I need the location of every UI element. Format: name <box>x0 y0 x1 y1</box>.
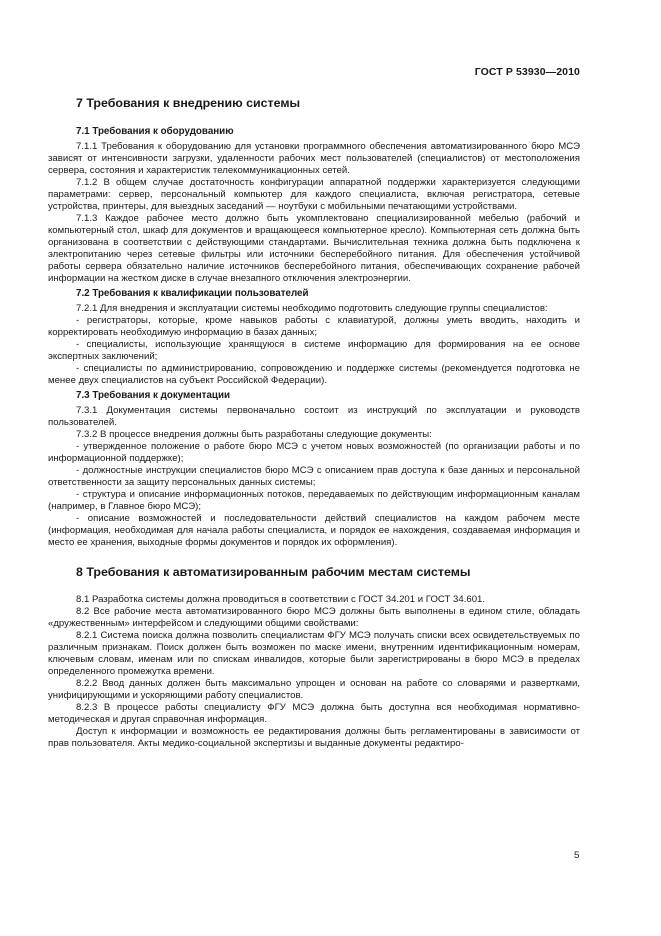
list-item-job-instructions: - должностные инструкции специалистов бюро МСЭ с описанием прав доступа к базе данных и персональной ответственности за защиту персональных данных системы; <box>48 465 580 488</box>
paragraph-8-2-2: 8.2.2 Ввод данных должен быть максимально упрощен и основан на работе со словарями и развертками, унифицирующими и ускоряющими работу специалистов. <box>48 678 580 701</box>
paragraph-7-3-2: 7.3.2 В процессе внедрения должны быть разработаны следующие документы: <box>76 429 432 440</box>
list-item-registrars: - регистраторы, которые, кроме навыков работы с клавиатурой, должны уметь вводить, находить и корректировать необходимую информацию в базах данных; <box>48 315 580 338</box>
document-body <box>48 96 580 750</box>
list-item-workplace-description: - описание возможностей и последовательности действий специалистов на каждом рабочем месте (информация, необходимая для начала работы специалиста, и порядок ее нахождения, создаваемая информация и место ее хранения, выходные формы документов и порядок их оформления). <box>48 513 580 548</box>
paragraph-8-2: 8.2 Все рабочие места автоматизированного бюро МСЭ должны быть выполнены в едином стиле, обладать «дружественным» интерфейсом и следующими общими свойствами: <box>48 606 580 629</box>
paragraph-8-2-1: 8.2.1 Система поиска должна позволить специалистам ФГУ МСЭ получать списки всех освидетельствуемых по различным признакам. Поиск должен быть возможен по маске имени, внутренним идентификационным номерам, ключевым словам, именам или по спискам инвалидов, которые были зарегистрированы в бюро МСЭ в пределах определенного промежутка времени. <box>48 630 580 677</box>
list-item-admins: - специалисты по администрированию, сопровождению и поддержке системы (рекомендуется подготовка не менее двух специалистов на субъект Российской Федерации). <box>48 363 580 386</box>
page-number: 5 <box>574 850 580 861</box>
section-8-title: 8 Требования к автоматизированным рабочим местам системы <box>76 565 471 579</box>
subsection-7-1-title: 7.1 Требования к оборудованию <box>76 126 234 137</box>
document-header-id: ГОСТ Р 53930—2010 <box>474 66 580 78</box>
subsection-7-3-title: 7.3 Требования к документации <box>76 390 230 401</box>
paragraph-8-1: 8.1 Разработка системы должна проводиться в соответствии с ГОСТ 34.201 и ГОСТ 34.601. <box>76 594 486 605</box>
subsection-7-2-title: 7.2 Требования к квалификации пользователей <box>76 288 309 299</box>
paragraph-7-1-1: 7.1.1 Требования к оборудованию для установки программного обеспечения автоматизированного бюро МСЭ зависят от интенсивности загрузки, удаленности рабочих мест пользователей (специалистов) от местоположения сервера, состояния и характеристик телекоммуникационных сетей. <box>48 141 580 176</box>
list-item-experts: - специалисты, использующие хранящуюся в системе информацию для формирования на ее основе экспертных заключений; <box>48 339 580 362</box>
paragraph-8-2-3: 8.2.3 В процессе работы специалисту ФГУ МСЭ должна быть доступна вся необходимая нормативно-методическая и другая справочная информация. <box>48 702 580 725</box>
section-7-title: 7 Требования к внедрению системы <box>76 96 301 110</box>
paragraph-access-rights: Доступ к информации и возможность ее редактирования должны быть регламентированы в зависимости от прав пользователя. Акты медико-социальной экспертизы и выданные документы редактиро- <box>48 726 580 749</box>
list-item-info-flows: - структура и описание информационных потоков, передаваемых по действующим информационным каналам (например, в Главное бюро МСЭ); <box>48 489 580 512</box>
paragraph-7-1-2: 7.1.2 В общем случае достаточность конфигурации аппаратной поддержки характеризуется следующими параметрами: сервер, персональный компьютер для каждого специалиста, включая регистратора, сетевые устройства, принтеры, для выездных заседаний — ноутбуки с мобильными печатающими устройствами. <box>48 177 580 212</box>
list-item-regulation: - утвержденное положение о работе бюро МСЭ с учетом новых возможностей (по организации работы и по информационной поддержке); <box>48 441 580 464</box>
paragraph-7-2-1: 7.2.1 Для внедрения и эксплуатации системы необходимо подготовить следующие группы специалистов: <box>76 303 548 314</box>
paragraph-7-3-1: 7.3.1 Документация системы первоначально состоит из инструкций по эксплуатации и руководств пользователей. <box>48 405 580 428</box>
paragraph-7-1-3: 7.1.3 Каждое рабочее место должно быть укомплектовано специализированной мебелью (рабочий и компьютерный стол, шкаф для документов и вращающееся компьютерное кресло). Компьютерная сеть должна быть организована в соответствии с действующими стандартами. Вычислительная техника должна быть подключена к электропитанию через сетевые фильтры или источники бесперебойного питания. Для обеспечения устойчивой работы сервера обязательно наличие источников бесперебойного питания, обеспечивающих сохранение рабочей информации на жестком диске в случае внезапного отключения электроэнергии. <box>48 213 580 284</box>
